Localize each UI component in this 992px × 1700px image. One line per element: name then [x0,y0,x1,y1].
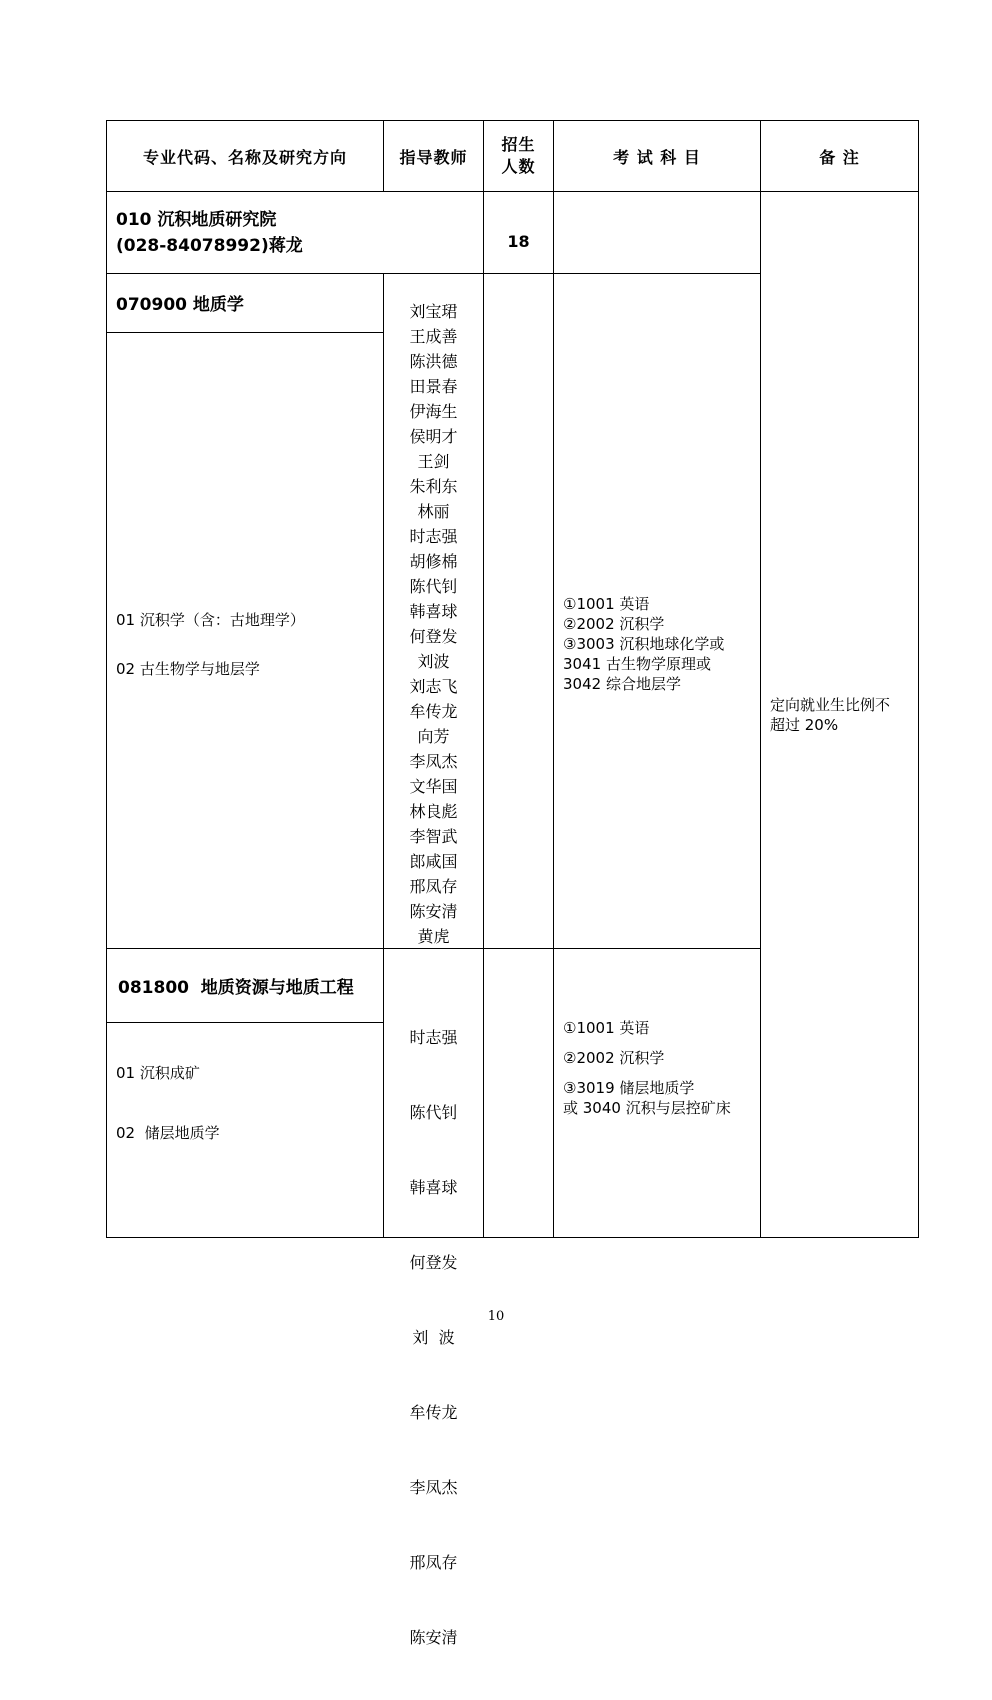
section2-exam-subjects [563,1018,758,1118]
remark-line-1: 定向就业生比例不 [770,696,891,714]
enrollment-count: 18 [507,232,530,251]
dept-row-divider [106,273,761,274]
advisor-name: 邢凤存 [409,1553,458,1572]
header-enrollment [484,121,553,191]
section1-direction-2: 02 古生物学与地层学 [116,660,260,678]
header-divider [106,191,919,192]
exam-subject: ①1001 英语 [563,1019,650,1037]
advisor-name: 黄虎 [417,927,450,946]
advisor-name: 林丽 [417,502,450,521]
advisor-name: 陈代钊 [409,1103,458,1122]
advisor-name: 时志强 [409,527,458,546]
section2-major: 081800 地质资源与地质工程 [118,978,354,998]
exam-subject: ③3019 储层地质学 [563,1079,695,1097]
section1-major-divider [106,332,384,333]
advisor-name: 李凤杰 [409,752,458,771]
advisor-name: 刘志飞 [409,677,458,696]
table-border-right [918,120,919,1238]
section1-direction-1: 01 沉积学（含：古地理学） [116,611,305,629]
section2-major-divider [106,1022,384,1023]
section1-advisor-list [384,299,483,949]
page-number: 10 [487,1309,505,1324]
exam-subject: 或 3040 沉积与层控矿床 [563,1099,731,1117]
advisor-name: 王剑 [417,452,450,471]
section2-direction-1: 01 沉积成矿 [116,1064,200,1082]
section2-direction-2: 02 储层地质学 [116,1124,220,1142]
exam-subject: ②2002 沉积学 [563,615,665,633]
advisor-name: 向芳 [417,727,450,746]
advisor-name: 牟传龙 [409,1403,458,1422]
header-enrollment-line2: 人数 [501,157,536,176]
header-enrollment-line1: 招生 [501,135,536,154]
advisor-name: 何登发 [409,1253,458,1272]
exam-subject: ①1001 英语 [563,595,650,613]
department-cell [116,207,476,259]
header-major: 专业代码、名称及研究方向 [142,147,347,167]
col-divider-2 [483,120,484,1238]
advisor-name: 邢凤存 [409,877,458,896]
header-advisor: 指导教师 [399,147,468,167]
advisor-name: 刘宝珺 [409,302,458,321]
table-border-left [106,120,107,1238]
section2-advisor-list [384,975,483,1700]
advisor-name: 韩喜球 [409,602,458,621]
advisor-name: 胡修棉 [409,552,458,571]
exam-subject: 3042 综合地层学 [563,675,681,693]
advisor-name: 侯明才 [409,427,458,446]
department-contact: (028-84078992)蒋龙 [116,236,303,256]
advisor-name: 郎咸国 [409,852,458,871]
advisor-name: 牟传龙 [409,702,458,721]
exam-subject: 3041 古生物学原理或 [563,655,711,673]
remarks-cell [770,695,915,735]
advisor-name: 陈洪德 [409,352,458,371]
advisor-name: 韩喜球 [409,1178,458,1197]
advisor-name: 文华国 [409,777,458,796]
advisor-name: 陈代钊 [409,577,458,596]
header-exam-subjects: 考 试 科 目 [613,147,701,167]
advisor-name: 李智武 [409,827,458,846]
advisor-name: 伊海生 [409,402,458,421]
exam-subject: ②2002 沉积学 [563,1049,665,1067]
advisor-name: 朱利东 [409,477,458,496]
advisor-name: 李凤杰 [409,1478,458,1497]
advisor-name: 陈安清 [409,1628,458,1647]
table-border-bottom [106,1237,919,1238]
exam-subject: ③3003 沉积地球化学或 [563,635,725,653]
section1-major: 070900 地质学 [116,295,244,315]
col-divider-3 [553,120,554,1238]
section1-exam-subjects [563,594,758,694]
remark-line-2: 超过 20% [770,716,839,734]
advisor-name: 王成善 [409,327,458,346]
advisor-name: 田景春 [409,377,458,396]
advisor-name: 何登发 [409,627,458,646]
col-divider-4 [760,120,761,1238]
advisor-name: 陈安清 [409,902,458,921]
advisor-name: 刘波 [417,652,450,671]
advisor-name: 时志强 [409,1028,458,1047]
advisor-name: 林良彪 [409,802,458,821]
advisor-name: 刘 波 [412,1328,455,1347]
department-name: 010 沉积地质研究院 [116,210,277,230]
header-remarks: 备 注 [819,147,860,167]
